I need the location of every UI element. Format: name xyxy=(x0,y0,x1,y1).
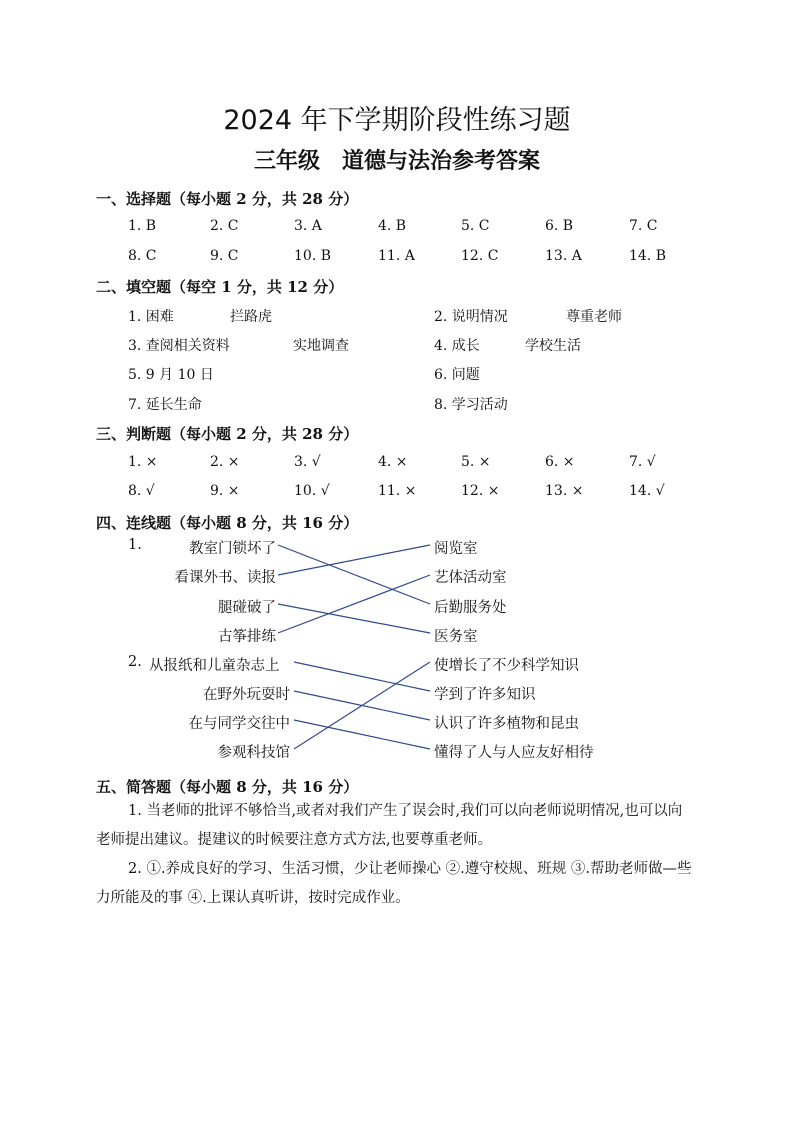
match-right-item: 阅览室 xyxy=(434,541,478,557)
answer: 2. C xyxy=(210,218,239,234)
answer: 5. × xyxy=(461,454,491,470)
matching-line xyxy=(278,575,430,633)
match-left-item: 参观科技馆 xyxy=(217,745,290,761)
answer: 14. √ xyxy=(629,483,665,499)
question-number: 2. xyxy=(128,654,142,670)
answer: 1. B xyxy=(128,218,157,234)
match-right-item: 后勤服务处 xyxy=(434,600,507,616)
section-heading-matching: 四、连线题（每小题 8 分，共 16 分） xyxy=(96,514,359,532)
fill-answer: 拦路虎 xyxy=(230,309,272,325)
answer: 8. C xyxy=(128,248,157,264)
fill-answer: 6. 问题 xyxy=(434,367,480,383)
question-number: 1. xyxy=(128,537,142,553)
matching-line xyxy=(278,604,430,633)
section-heading-choice: 一、选择题（每小题 2 分，共 28 分） xyxy=(96,190,359,208)
page-subtitle: 三年级 道德与法治参考答案 xyxy=(253,149,540,174)
short-answer-2: 2. ①.养成良好的学习、生活习惯，少让老师操心 ②.遵守校规、班规 ③.帮助老师做—些力所能及的事 ④.上课认真听讲，按时完成作业。 xyxy=(96,861,692,906)
answer: 2. × xyxy=(210,454,240,470)
answer: 1. × xyxy=(128,454,158,470)
fill-answer: 尊重老师 xyxy=(566,309,622,325)
fill-answer: 学校生活 xyxy=(525,338,581,354)
answer: 14. B xyxy=(629,248,667,264)
fill-answer: 实地调查 xyxy=(293,338,349,354)
answer: 4. × xyxy=(378,454,408,470)
match-left-item: 从报纸和儿童杂志上 xyxy=(149,658,280,674)
match-right-item: 懂得了人与人应友好相待 xyxy=(434,745,594,761)
answer: 6. B xyxy=(545,218,574,234)
section-heading-short-answer: 五、简答题（每小题 8 分，共 16 分） xyxy=(96,778,359,796)
answer: 3. √ xyxy=(294,454,321,470)
match-right-item: 学到了许多知识 xyxy=(434,687,536,703)
answer: 11. A xyxy=(378,248,415,264)
fill-answer: 2. 说明情况 xyxy=(434,309,508,325)
fill-answer: 8. 学习活动 xyxy=(434,397,508,413)
answer: 8. √ xyxy=(128,483,155,499)
answer: 13. A xyxy=(545,248,582,264)
section-heading-judge: 三、判断题（每小题 2 分，共 28 分） xyxy=(96,425,359,443)
match-right-item: 医务室 xyxy=(434,629,478,645)
answer: 12. C xyxy=(461,248,499,264)
fill-answer: 3. 查阅相关资料 xyxy=(128,338,230,354)
answer: 13. × xyxy=(545,483,584,499)
matching-lines-q2 xyxy=(294,662,430,749)
answer: 9. × xyxy=(210,483,240,499)
match-right-item: 认识了许多植物和昆虫 xyxy=(434,716,579,732)
match-left-item: 在与同学交往中 xyxy=(188,716,290,732)
answer: 6. × xyxy=(545,454,575,470)
fill-answer: 1. 困难 xyxy=(128,309,174,325)
fill-answer: 5. 9 月 10 日 xyxy=(128,367,214,383)
match-left-item: 教室门锁坏了 xyxy=(189,541,276,557)
section-heading-fill: 二、填空题（每空 1 分，共 12 分） xyxy=(96,278,344,296)
match-left-item: 腿碰破了 xyxy=(218,600,276,616)
short-answer-1: 1. 当老师的批评不够恰当,或者对我们产生了误会时,我们可以向老师说明情况,也可以向老师提出建议。提建议的时候要注意方式方法,也要尊重老师。 xyxy=(96,803,683,848)
answer: 12. × xyxy=(461,483,500,499)
match-left-item: 看课外书、读报 xyxy=(174,570,276,586)
answer: 9. C xyxy=(210,248,239,264)
match-left-item: 古筝排练 xyxy=(218,629,276,645)
matching-lines-q1 xyxy=(278,545,430,633)
answer: 5. C xyxy=(461,218,490,234)
matching-line xyxy=(294,720,430,749)
fill-answer: 7. 延长生命 xyxy=(128,397,202,413)
match-right-item: 艺体活动室 xyxy=(434,570,507,586)
match-left-item: 在野外玩耍时 xyxy=(203,687,290,703)
answer: 7. C xyxy=(629,218,658,234)
matching-line xyxy=(294,662,430,749)
fill-answer: 4. 成长 xyxy=(434,338,480,354)
answer: 3. A xyxy=(294,218,322,234)
matching-line xyxy=(294,662,430,691)
match-right-item: 使增长了不少科学知识 xyxy=(434,658,579,674)
answer: 10. B xyxy=(294,248,332,264)
answer: 10. √ xyxy=(294,483,330,499)
answer: 4. B xyxy=(378,218,407,234)
answer: 7. √ xyxy=(629,454,656,470)
answer: 11. × xyxy=(378,483,417,499)
matching-line xyxy=(278,545,430,604)
page-title: 2024 年下学期阶段性练习题 xyxy=(223,105,571,136)
matching-line xyxy=(278,545,430,575)
